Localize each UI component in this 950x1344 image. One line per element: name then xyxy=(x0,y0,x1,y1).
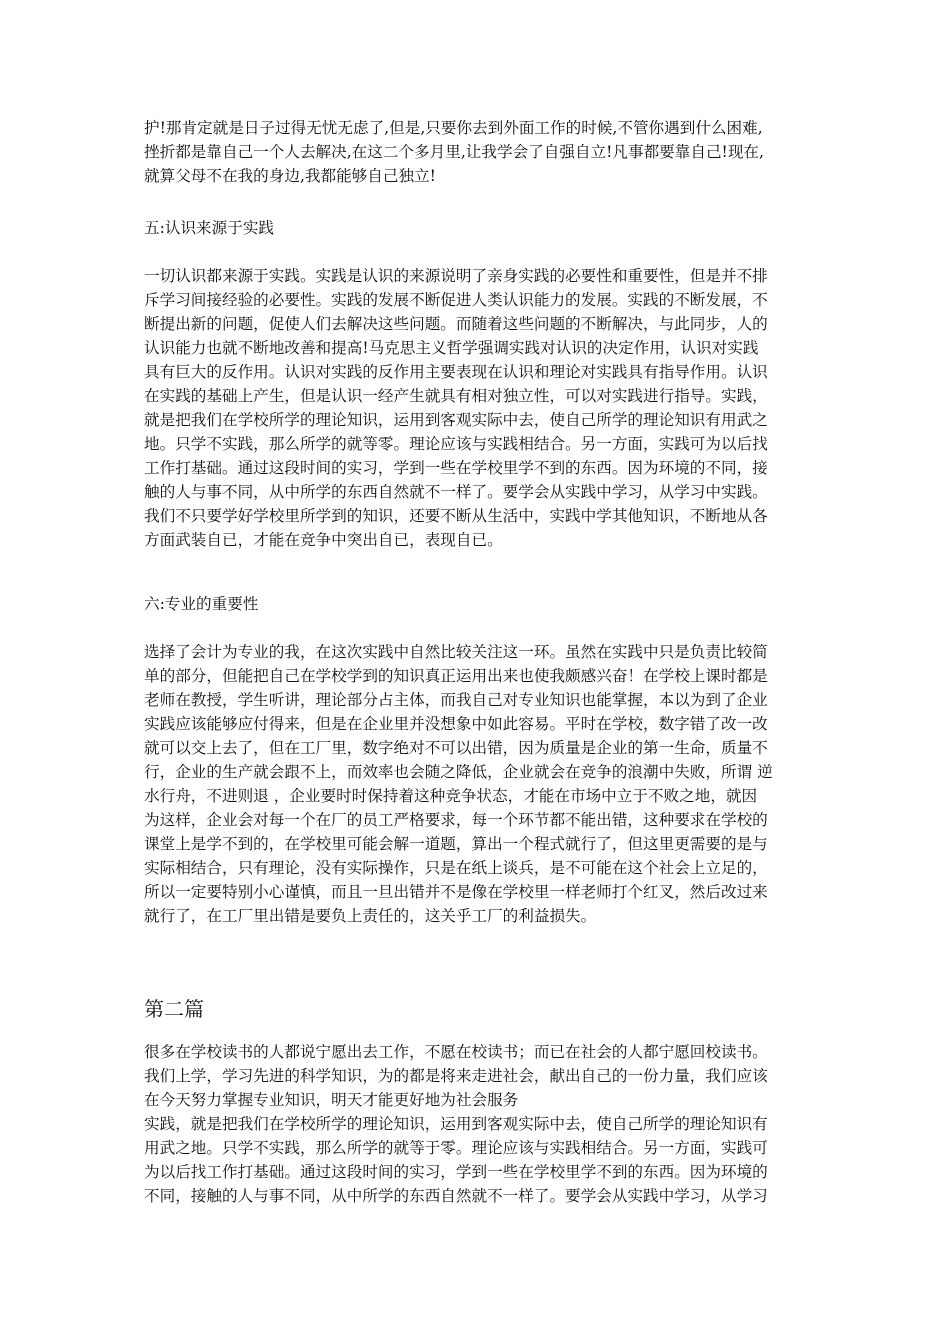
text-line: 护!那肯定就是日子过得无忧无虑了,但是,只要你去到外面工作的时候,不管你遇到什么困难, xyxy=(144,119,763,137)
text-line: 用武之地。只学不实践，那么所学的就等于零。理论应该与实践相结合。另一方面，实践可 xyxy=(144,1139,768,1157)
part-2-paragraph xyxy=(144,1040,816,1208)
text-line: 实践应该能够应付得来，但是在企业里并没想象中如此容易。平时在学校，数字错了改一改 xyxy=(144,715,768,733)
text-line: 一切认识都来源于实践。实践是认识的来源说明了亲身实践的必要性和重要性，但是并不排 xyxy=(144,267,768,285)
text-line: 不同，接触的人与事不同，从中所学的东西自然就不一样了。要学会从实践中学习，从学习 xyxy=(144,1187,768,1205)
text-line: 就算父母不在我的身边,我都能够自己独立! xyxy=(144,167,436,185)
text-line: 为以后找工作打基础。通过这段时间的实习，学到一些在学校里学不到的东西。因为环境的 xyxy=(144,1163,768,1181)
intro-paragraph xyxy=(144,116,816,188)
text-line: 为这样，企业会对每一个在厂的员工严格要求，每一个环节都不能出错，这种要求在学校的 xyxy=(144,811,768,829)
text-line: 认识能力也就不断地改善和提高!马克思主义哲学强调实践对认识的决定作用，认识对实践 xyxy=(144,339,759,357)
section-6-paragraph xyxy=(144,640,816,928)
text-line: 很多在学校读书的人都说宁愿出去工作，不愿在校读书；而已在社会的人都宁愿回校读书。 xyxy=(144,1043,768,1061)
text-line: 在今天努力掌握专业知识，明天才能更好地为社会服务 xyxy=(144,1091,519,1109)
text-line: 具有巨大的反作用。认识对实践的反作用主要表现在认识和理论对实践具有指导作用。认识 xyxy=(144,363,768,381)
text-line: 触的人与事不同，从中所学的东西自然就不一样了。要学会从实践中学习，从学习中实践。 xyxy=(144,483,768,501)
text-line: 斥学习间接经验的必要性。实践的发展不断促进人类认识能力的发展。实践的不断发展，不 xyxy=(144,291,768,309)
text-line: 工作打基础。通过这段时间的实习，学到一些在学校里学不到的东西。因为环境的不同，接 xyxy=(144,459,768,477)
section-5-paragraph xyxy=(144,264,816,552)
section-6-heading: 六:专业的重要性 xyxy=(144,595,259,613)
part-2-title: 第二篇 xyxy=(144,997,204,1021)
section-5-heading: 五:认识来源于实践 xyxy=(144,219,275,237)
text-line: 单的部分，但能把自己在学校学到的知识真正运用出来也使我颇感兴奋！在学校上课时都是 xyxy=(144,667,768,685)
text-line: 选择了会计为专业的我，在这次实践中自然比较关注这一环。虽然在实践中只是负责比较简 xyxy=(144,643,768,661)
text-line: 我们不只要学好学校里所学到的知识，还要不断从生活中，实践中学其他知识，不断地从各 xyxy=(144,507,768,525)
text-line: 行，企业的生产就会跟不上，而效率也会随之降低，企业就会在竞争的浪潮中失败，所谓 逆 xyxy=(144,763,773,781)
text-line: 就是把我们在学校所学的理论知识，运用到客观实际中去，使自己所学的理论知识有用武之 xyxy=(144,411,768,429)
text-line: 课堂上是学不到的，在学校里可能会解一道题，算出一个程式就行了，但这里更需要的是与 xyxy=(144,835,768,853)
text-line: 挫折都是靠自己一个人去解决,在这二个多月里,让我学会了自强自立!凡事都要靠自己!现在, xyxy=(144,143,764,161)
text-line: 实践，就是把我们在学校所学的理论知识，运用到客观实际中去，使自己所学的理论知识有 xyxy=(144,1115,768,1133)
text-line: 就行了，在工厂里出错是要负上责任的，这关乎工厂的利益损失。 xyxy=(144,907,597,925)
text-line: 实际相结合，只有理论，没有实际操作，只是在纸上谈兵，是不可能在这个社会上立足的， xyxy=(144,859,768,877)
text-line: 就可以交上去了，但在工厂里，数字绝对不可以出错，因为质量是企业的第一生命，质量不 xyxy=(144,739,768,757)
text-line: 老师在教授，学生听讲，理论部分占主体，而我自己对专业知识也能掌握，本以为到了企业 xyxy=(144,691,768,709)
text-line: 断提出新的问题，促使人们去解决这些问题。而随着这些问题的不断解决，与此同步，人的 xyxy=(144,315,768,333)
text-line: 水行舟，不进则退 ，企业要时时保持着这种竞争状态，才能在市场中立于不败之地，就因 xyxy=(144,787,758,805)
text-line: 所以一定要特别小心谨慎，而且一旦出错并不是像在学校里一样老师打个红叉，然后改过来 xyxy=(144,883,768,901)
text-line: 我们上学，学习先进的科学知识，为的都是将来走进社会，献出自己的一份力量，我们应该 xyxy=(144,1067,768,1085)
text-line: 方面武装自已，才能在竞争中突出自已，表现自已。 xyxy=(144,531,503,549)
text-line: 在实践的基础上产生，但是认识一经产生就具有相对独立性，可以对实践进行指导。实践， xyxy=(144,387,768,405)
text-line: 地。只学不实践，那么所学的就等零。理论应该与实践相结合。另一方面，实践可为以后找 xyxy=(144,435,768,453)
